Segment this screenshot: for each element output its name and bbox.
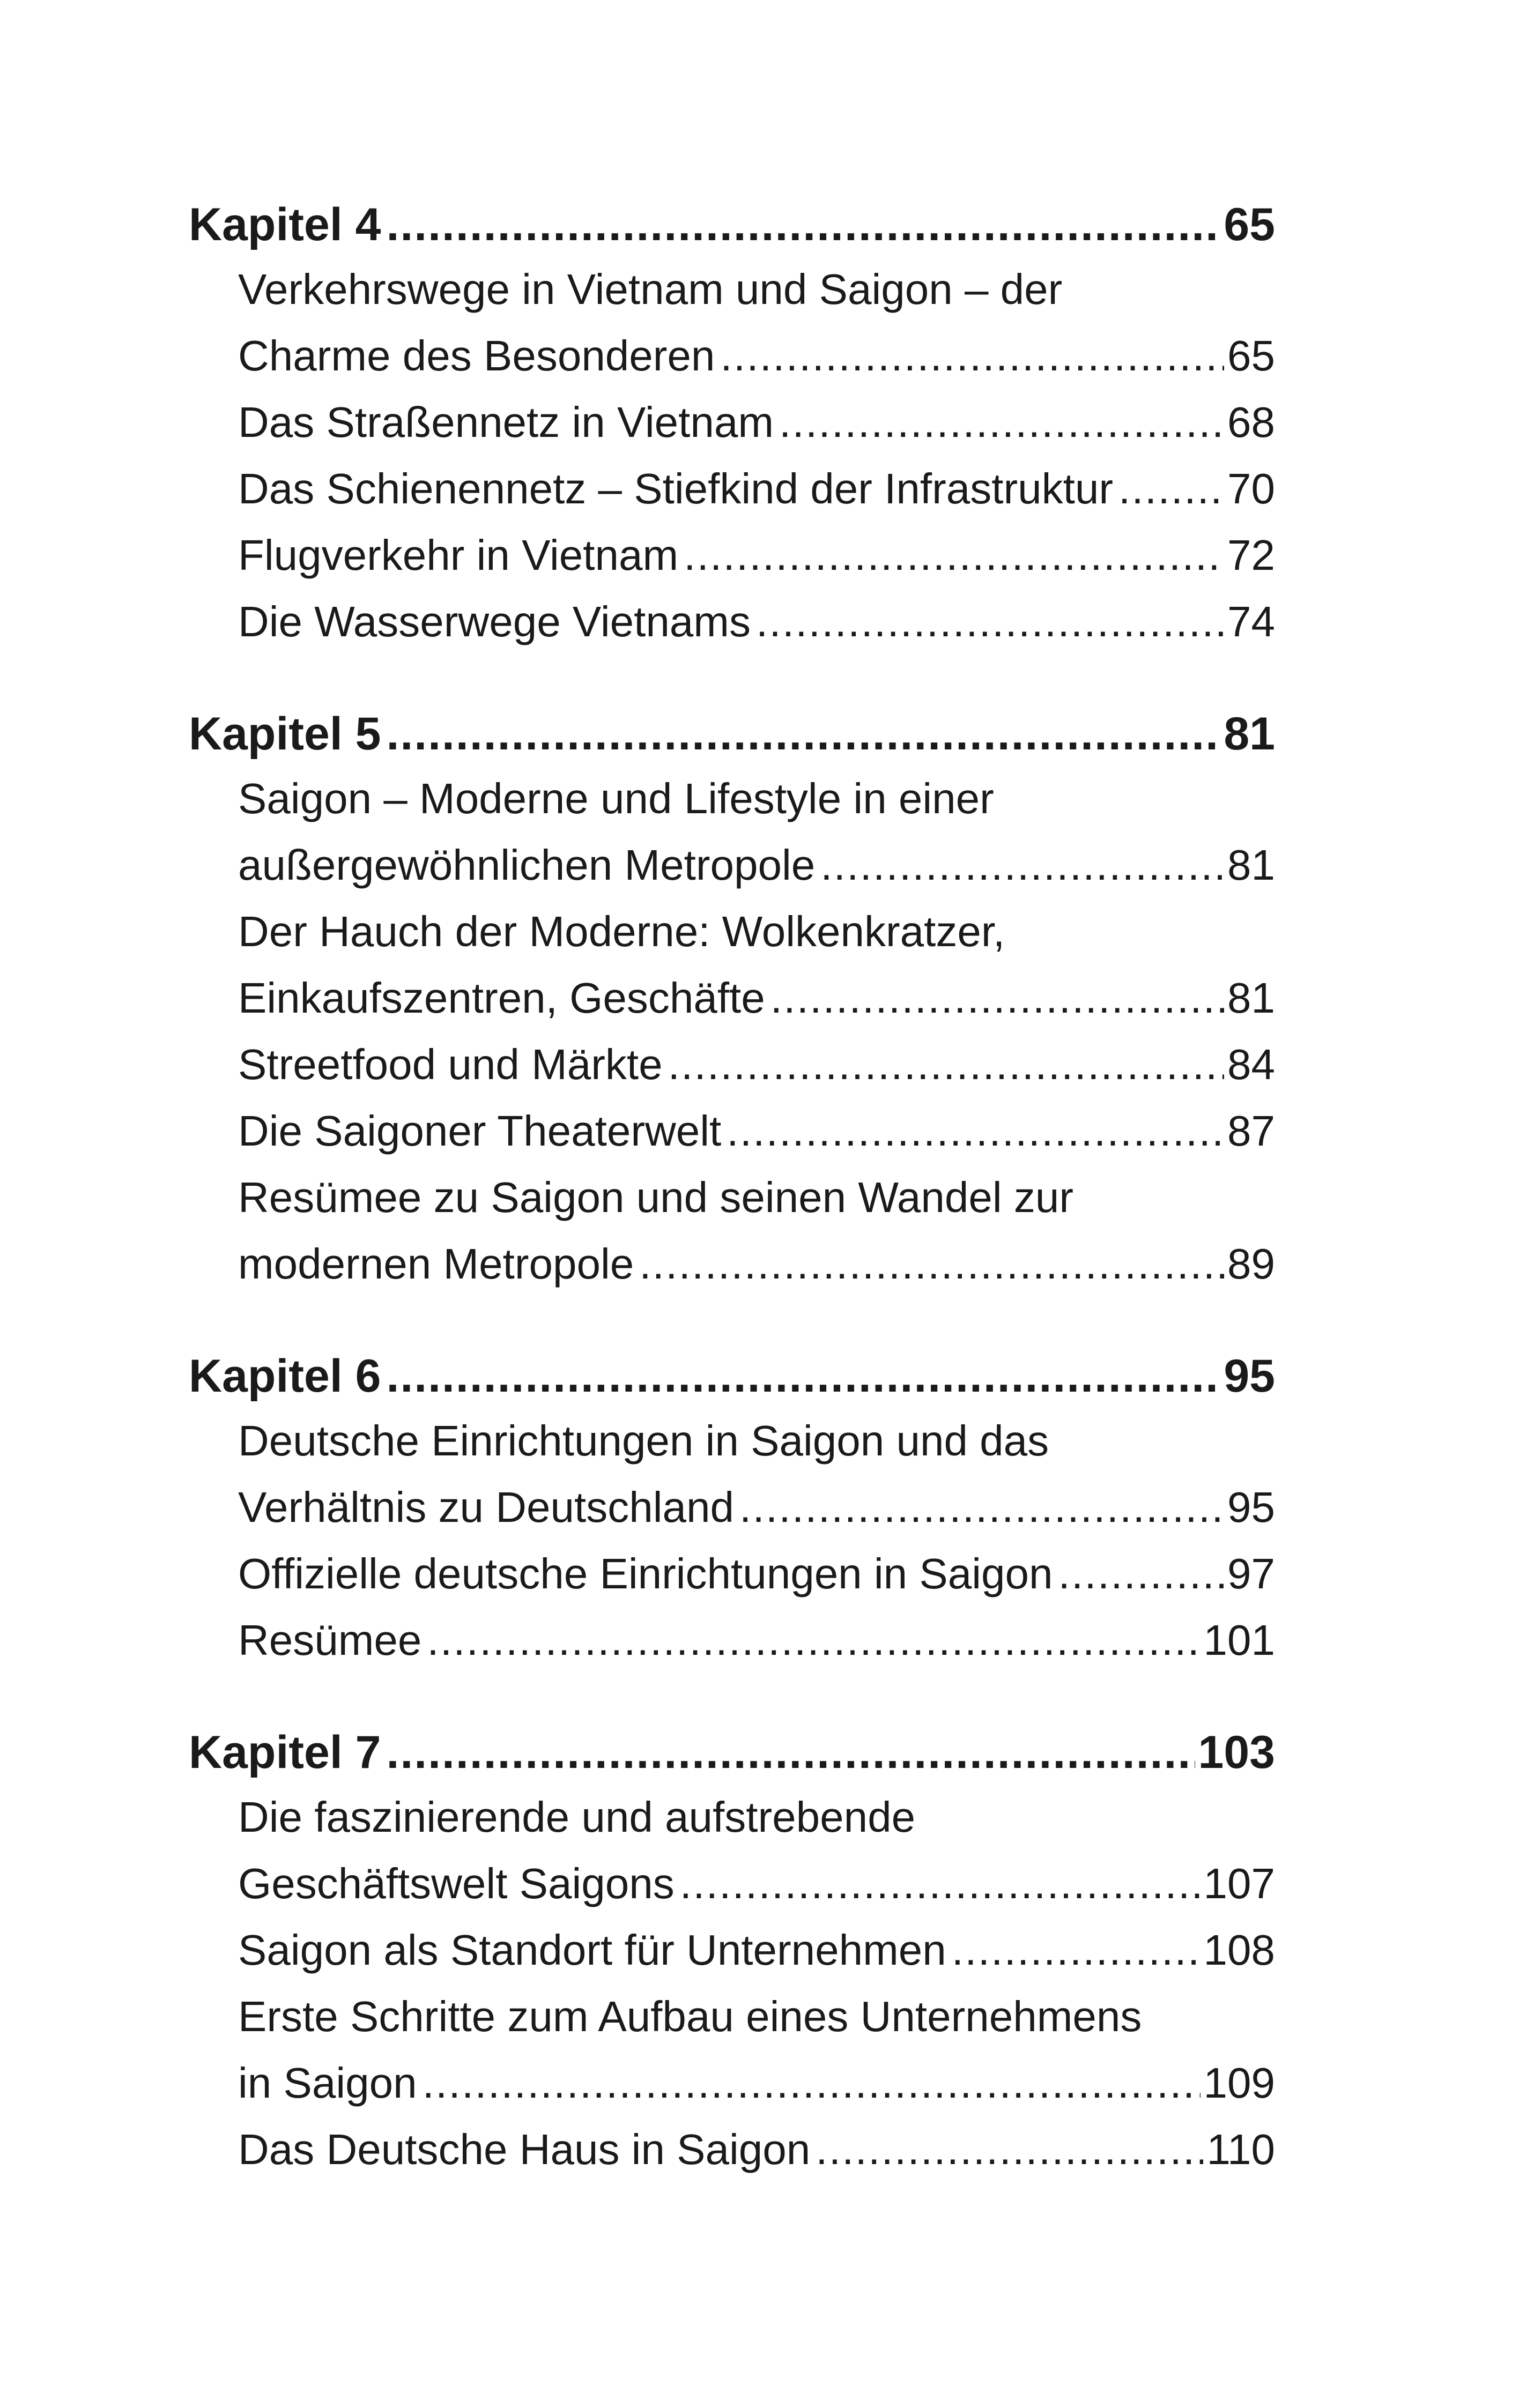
toc-entry-page-number: 84 (1227, 1041, 1275, 1088)
toc-entry[interactable] (189, 1793, 1275, 1926)
chapter-section (189, 1726, 1275, 2191)
toc-entry[interactable] (189, 531, 1275, 597)
toc-entry-page-number: 72 (1227, 531, 1275, 579)
chapter-section (189, 198, 1275, 664)
dot-leader (720, 331, 1224, 381)
toc-entry-title: Offizielle deutsche Einrichtungen in Saigon (238, 1550, 1053, 1597)
toc-entry-line (238, 531, 1275, 597)
chapter-section (189, 708, 1275, 1306)
toc-entry-page-number: 101 (1203, 1616, 1275, 1664)
dot-leader (423, 2058, 1201, 2108)
toc-entry-line (238, 1616, 1275, 1682)
toc-entry-page-number: 81 (1227, 841, 1275, 889)
toc-entry-title: Der Hauch der Moderne: Wolkenkratzer, (238, 908, 1005, 955)
toc-entry-title: außergewöhnlichen Metropole (238, 841, 816, 889)
toc-entry-title: Einkaufszentren, Geschäfte (238, 974, 765, 1022)
toc-entry-line (238, 464, 1275, 531)
toc-entry-page-number: 68 (1227, 398, 1275, 446)
toc-entry-page-number: 95 (1227, 1483, 1275, 1531)
dot-leader (779, 398, 1224, 447)
toc-entry-title: Saigon – Moderne und Lifestyle in einer (238, 775, 994, 822)
toc-entry-page-number: 97 (1227, 1550, 1275, 1597)
chapter-title: Kapitel 5 (189, 708, 381, 760)
toc-entry-page-number: 70 (1227, 465, 1275, 512)
dot-leader (820, 841, 1224, 890)
dot-leader (680, 1859, 1201, 1908)
toc-entry-title: Das Schienennetz – Stiefkind der Infrastruktur (238, 465, 1113, 512)
toc-entry[interactable] (189, 597, 1275, 664)
toc-entry[interactable] (189, 398, 1275, 464)
toc-entry-line (238, 1173, 1275, 1239)
toc-entry-line (238, 1926, 1275, 1992)
toc-entry-title: Die Saigoner Theaterwelt (238, 1107, 722, 1155)
toc-entry[interactable] (189, 1416, 1275, 1549)
toc-entry-title: Das Straßennetz in Vietnam (238, 398, 774, 446)
toc-entry[interactable] (189, 464, 1275, 531)
toc-entry-line (238, 398, 1275, 464)
toc-entry-line (238, 774, 1275, 841)
toc-entry-line (238, 1549, 1275, 1616)
dot-leader (952, 1926, 1201, 1975)
toc-entry-title: Die Wasserwege Vietnams (238, 598, 751, 645)
dot-leader (756, 597, 1224, 646)
toc-entry-page-number: 81 (1227, 974, 1275, 1022)
toc-entry-title: Charme des Besonderen (238, 332, 715, 380)
dot-leader (727, 1106, 1224, 1156)
toc-entry[interactable] (189, 1549, 1275, 1616)
dot-leader (770, 973, 1224, 1023)
dot-leader (386, 1350, 1220, 1403)
toc-entry-line (238, 1106, 1275, 1173)
chapter-page-number: 103 (1198, 1727, 1275, 1778)
dot-leader (739, 1483, 1224, 1532)
toc-entry-page-number: 110 (1206, 2125, 1275, 2173)
toc-entry-title: Deutsche Einrichtungen in Saigon und das (238, 1417, 1049, 1465)
toc-entry-line (238, 597, 1275, 664)
toc-entry[interactable] (189, 2125, 1275, 2191)
chapter-page-number: 95 (1224, 1350, 1275, 1402)
toc-entry-line (238, 841, 1275, 907)
toc-entry-title: Verhältnis zu Deutschland (238, 1483, 734, 1531)
toc-entry-title: Das Deutsche Haus in Saigon (238, 2125, 811, 2173)
dot-leader (1118, 464, 1224, 514)
toc-entry-page-number: 108 (1203, 1926, 1275, 1974)
toc-entry-page-number: 87 (1227, 1107, 1275, 1155)
toc-entry-title: Geschäftswelt Saigons (238, 1860, 675, 1907)
toc-entry[interactable] (189, 265, 1275, 398)
toc-entry-line (238, 331, 1275, 398)
dot-leader (668, 1040, 1224, 1089)
toc-entry-title: Streetfood und Märkte (238, 1041, 663, 1088)
chapter-heading[interactable] (189, 1350, 1275, 1416)
toc-entry-line (238, 973, 1275, 1040)
dot-leader (816, 2125, 1203, 2174)
toc-entry-title: Resümee (238, 1616, 422, 1664)
toc-entry-title: Flugverkehr in Vietnam (238, 531, 679, 579)
toc-entry-line (238, 265, 1275, 331)
toc-entry-title: Verkehrswege in Vietnam und Saigon – der (238, 265, 1063, 313)
toc-entry-title: Erste Schritte zum Aufbau eines Unternehmens (238, 1993, 1142, 2040)
dot-leader (1058, 1549, 1225, 1599)
toc-entry-page-number: 65 (1227, 332, 1275, 380)
toc-entry[interactable] (189, 1992, 1275, 2125)
dot-leader (684, 531, 1224, 580)
toc-entry-title: modernen Metropole (238, 1240, 634, 1288)
toc-entry[interactable] (189, 1173, 1275, 1306)
chapter-title: Kapitel 6 (189, 1350, 381, 1402)
chapter-heading[interactable] (189, 708, 1275, 774)
dot-leader (639, 1239, 1224, 1289)
toc-entry-page-number: 109 (1203, 2059, 1275, 2107)
toc-entry-line (238, 1040, 1275, 1106)
toc-entry-line (238, 2058, 1275, 2125)
toc-entry-line (238, 1483, 1275, 1549)
chapter-heading[interactable] (189, 198, 1275, 265)
toc-entry-line (238, 1239, 1275, 1306)
toc-entry[interactable] (189, 1040, 1275, 1106)
toc-entry-line (238, 1416, 1275, 1483)
table-of-contents (189, 198, 1275, 2235)
chapter-title: Kapitel 7 (189, 1727, 381, 1778)
dot-leader (427, 1616, 1200, 1665)
toc-entry-title: Resümee zu Saigon und seinen Wandel zur (238, 1173, 1073, 1221)
toc-entry[interactable] (189, 907, 1275, 1040)
toc-entry-line (238, 1992, 1275, 2058)
dot-leader (386, 198, 1220, 251)
toc-entry-page-number: 107 (1203, 1860, 1275, 1907)
chapter-title: Kapitel 4 (189, 199, 381, 250)
toc-entry-line (238, 2125, 1275, 2191)
dot-leader (386, 1726, 1195, 1779)
chapter-heading[interactable] (189, 1726, 1275, 1793)
toc-entry-line (238, 1859, 1275, 1926)
dot-leader (386, 708, 1220, 761)
toc-entry-title: in Saigon (238, 2059, 417, 2107)
toc-entry-line (238, 907, 1275, 973)
toc-entry[interactable] (189, 1616, 1275, 1682)
toc-entry[interactable] (189, 1926, 1275, 1992)
toc-entry[interactable] (189, 1106, 1275, 1173)
toc-entry-title: Die faszinierende und aufstrebende (238, 1793, 916, 1841)
toc-entry-page-number: 74 (1227, 598, 1275, 645)
chapter-section (189, 1350, 1275, 1682)
toc-entry-title: Saigon als Standort für Unternehmen (238, 1926, 946, 1974)
chapter-page-number: 81 (1224, 708, 1275, 760)
toc-entry[interactable] (189, 774, 1275, 907)
chapter-page-number: 65 (1224, 199, 1275, 250)
toc-entry-line (238, 1793, 1275, 1859)
toc-entry-page-number: 89 (1227, 1240, 1275, 1288)
